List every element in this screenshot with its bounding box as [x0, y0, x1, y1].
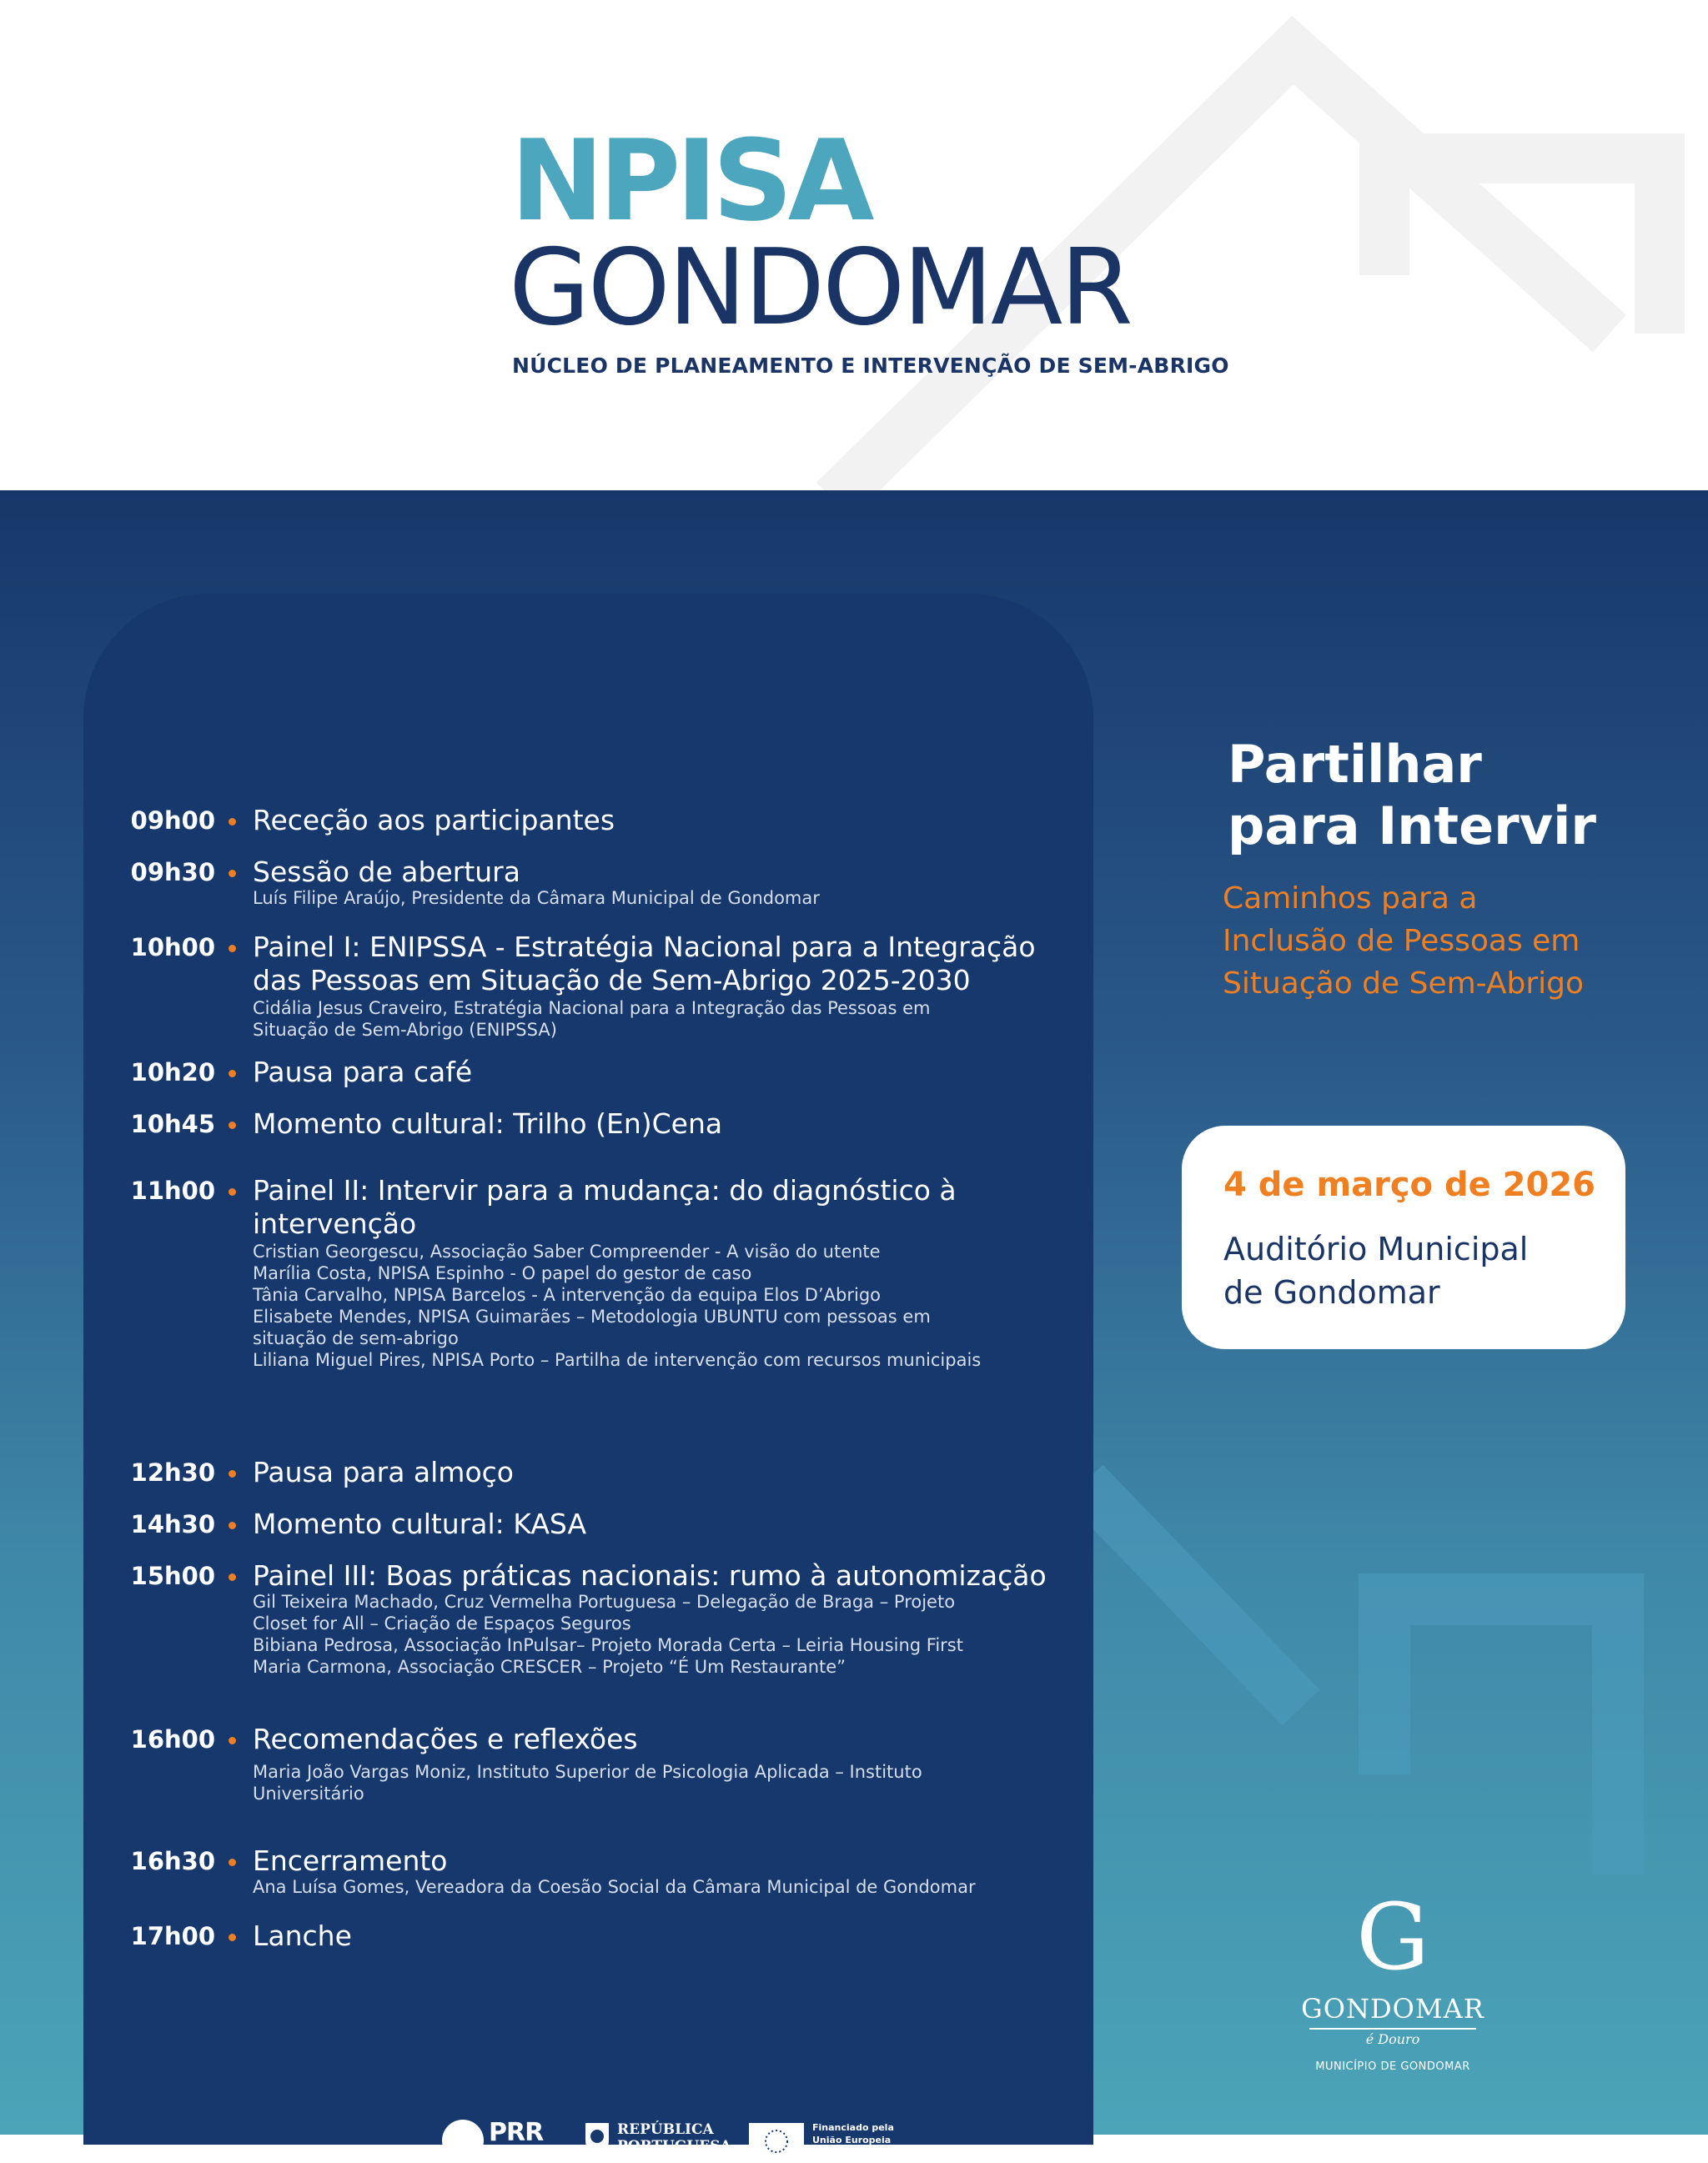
- logo-subtitle: NÚCLEO DE PLANEAMENTO E INTERVENÇÃO DE SEM-ABRIGO: [512, 354, 1229, 378]
- prr-label: PRR: [489, 2118, 544, 2147]
- municipality-monogram: G: [1356, 1884, 1429, 1990]
- program-title: Encerramento: [253, 1844, 448, 1877]
- subtitle-line1: Caminhos para a: [1223, 881, 1478, 916]
- bullet-dot: [229, 1188, 236, 1196]
- municipality-motto: é Douro: [1365, 2031, 1420, 2047]
- eu-line2: União Europeia: [812, 2135, 892, 2145]
- headline-line1: Partilhar: [1228, 734, 1482, 795]
- bullet-dot: [229, 1737, 236, 1744]
- program-time: 09h00: [130, 806, 215, 835]
- bullet-dot: [229, 1522, 236, 1529]
- bullet-dot: [229, 1070, 236, 1077]
- program-speakers: Cidália Jesus Craveiro, Estratégia Nacional para a Integração das Pessoas em Situação de Sem-Abrigo (ENIPSSA): [253, 998, 931, 1040]
- eu-line1: Financiado pela: [812, 2122, 894, 2133]
- program-title: Painel II: Intervir para a mudança: do diagnóstico à intervenção: [253, 1174, 957, 1240]
- program-title: Momento cultural: Trilho (En)Cena: [253, 1107, 723, 1140]
- eu-line3: NextGenerationEU: [812, 2147, 897, 2158]
- program-time: 11h00: [130, 1177, 215, 1205]
- program-speakers: Luís Filipe Araújo, Presidente da Câmara Municipal de Gondomar: [253, 888, 820, 908]
- republica-emblem-icon: [582, 2118, 612, 2158]
- program-time: 16h00: [130, 1725, 215, 1754]
- program-time: 10h20: [130, 1058, 215, 1087]
- header: [0, 0, 1708, 490]
- prr-subtitle: Plano de Recuperação e Resiliência: [490, 2146, 551, 2158]
- event-venue: Auditório Municipal de Gondomar: [1223, 1231, 1529, 1311]
- bullet-dot: [229, 1934, 236, 1941]
- subtitle-line2: Inclusão de Pessoas em: [1223, 924, 1580, 958]
- program-time: 17h00: [130, 1922, 215, 1950]
- eu-flag-icon: [749, 2123, 804, 2160]
- program-title: Lanche: [253, 1920, 352, 1952]
- program-time: 14h30: [130, 1510, 215, 1538]
- program-speakers: Gil Teixeira Machado, Cruz Vermelha Portuguesa – Delegação de Braga – Projeto Closet for All – Criação de Espaços Seguros Bibiana Pedrosa, Associação InPulsar– Projeto Morada Certa – Leiria Housing First Maria Carmona, Associação CRESCER – Projeto “É Um Restaurante”: [253, 1592, 963, 1677]
- bullet-dot: [229, 945, 236, 952]
- bullet-dot: [229, 1859, 236, 1866]
- municipality-label: MUNICÍPIO DE GONDOMAR: [1315, 2060, 1470, 2073]
- headline-line2: para Intervir: [1228, 795, 1596, 856]
- program-speakers: Ana Luísa Gomes, Vereadora da Coesão Social da Câmara Municipal de Gondomar: [253, 1877, 976, 1897]
- program-speakers: Cristian Georgescu, Associação Saber Compreender - A visão do utente Marília Costa, NPISA Espinho - O papel do gestor de caso Tânia Carvalho, NPISA Barcelos - A intervenção da equipa Elos D’Abrigo Elisabete Mendes, NPISA Guimarães – Metodologia UBUNTU com pessoas em situação de sem-abrigo Liliana Miguel Pires, NPISA Porto – Partilha de intervenção com recursos municipais: [253, 1242, 982, 1370]
- bullet-dot: [229, 1122, 236, 1129]
- program-time: 10h45: [130, 1110, 215, 1138]
- program-speakers: Maria João Vargas Moniz, Instituto Superior de Psicologia Aplicada – Instituto Universitário: [253, 1762, 922, 1804]
- prr-logo-icon: [442, 2120, 484, 2161]
- program-time: 10h00: [130, 933, 215, 961]
- main-panel: [0, 490, 1708, 2158]
- program-title: Painel I: ENIPSSA - Estratégia Nacional para a Integração das Pessoas em Situação de Sem-Abrigo 2025-2030: [253, 931, 1036, 996]
- program-title: Pausa para café: [253, 1056, 473, 1088]
- republica-label: REPÚBLICA PORTUGUESA: [617, 2121, 731, 2155]
- event-date: 4 de março de 2026: [1223, 1166, 1595, 1204]
- logo-gondomar: GONDOMAR: [509, 226, 1131, 349]
- event-headline: [1228, 734, 1596, 857]
- municipality-divider: [1309, 2028, 1476, 2030]
- municipality-logo: [1301, 1884, 1484, 2073]
- event-info-card: [1182, 1126, 1625, 1349]
- program-time: 09h30: [130, 858, 215, 886]
- bullet-dot: [229, 870, 236, 877]
- funding-logos: [442, 2116, 909, 2163]
- program-title: Recomendações e reflexões: [253, 1723, 638, 1755]
- bullet-dot: [229, 1470, 236, 1478]
- subtitle-line3: Situação de Sem-Abrigo: [1223, 966, 1585, 1001]
- program-time: 15h00: [130, 1562, 215, 1590]
- logo-npisa: NPISA: [510, 116, 870, 246]
- program-title: Sessão de abertura: [253, 856, 520, 888]
- event-subtitle: [1223, 877, 1584, 1005]
- program-title: Momento cultural: KASA: [253, 1508, 587, 1540]
- program-title: Receção aos participantes: [253, 804, 615, 836]
- program-title: Pausa para almoço: [253, 1456, 514, 1488]
- program-panel: [83, 594, 1093, 2158]
- eu-funding-label: [812, 2121, 897, 2159]
- bullet-dot: [229, 1573, 236, 1581]
- bullet-dot: [229, 818, 236, 826]
- program-time: 16h30: [130, 1847, 215, 1875]
- program-title: Painel III: Boas práticas nacionais: rumo à autonomização: [253, 1559, 1047, 1592]
- program-time: 12h30: [130, 1458, 215, 1487]
- municipality-name: GONDOMAR: [1301, 1993, 1484, 2025]
